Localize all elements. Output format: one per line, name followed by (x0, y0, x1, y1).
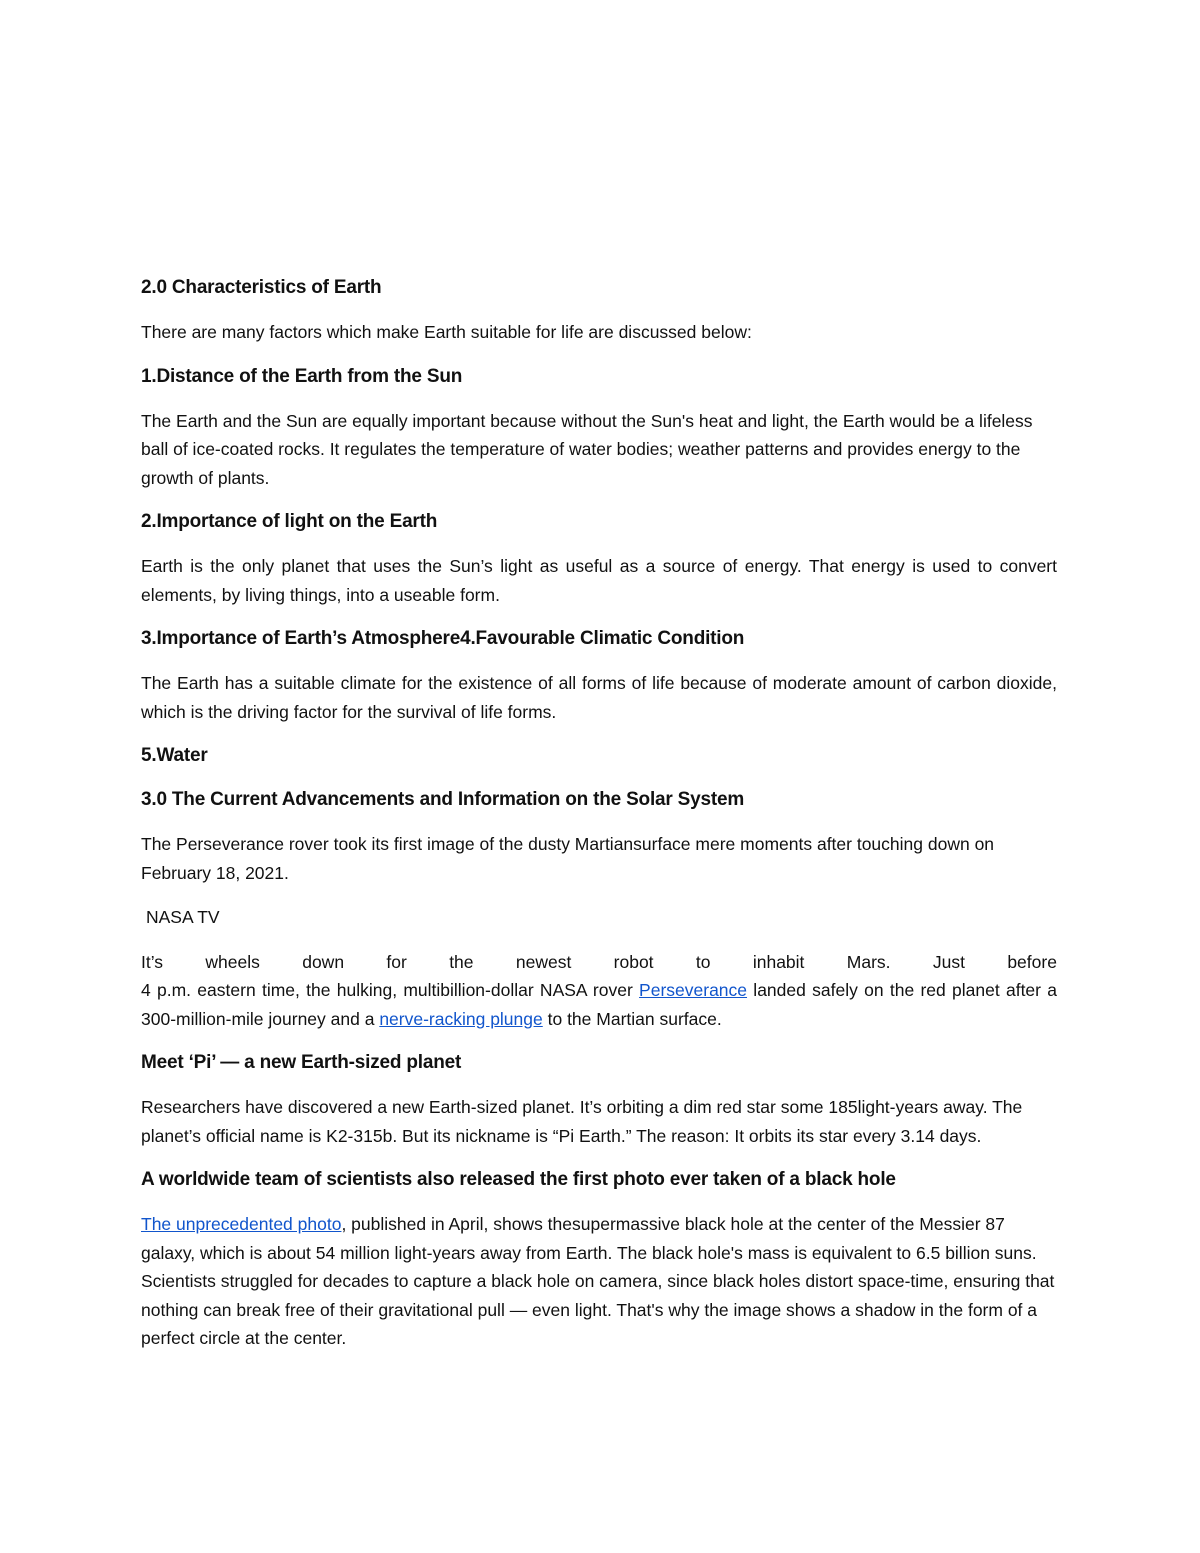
heading-water: 5.Water (141, 745, 208, 766)
black-hole-paragraph (141, 1210, 1057, 1353)
pi-earth-paragraph: Researchers have discovered a new Earth-sized planet. It’s orbiting a dim red star some 185light-years away. The planet’s official name is K2-315b. But its nickname is “Pi Earth.” The reason: It orbits its star every 3.14 days. (141, 1097, 1023, 1146)
heading-light: 2.Importance of light on the Earth (141, 511, 438, 532)
rover-word: inhabit (752, 951, 805, 972)
rover-word: to (695, 951, 711, 972)
light-paragraph: Earth is the only planet that uses the Sun’s light as useful as a source of energy. That energy is used to convert elements, by living things, into a useable form. (141, 556, 1057, 605)
rover-word: newest (515, 951, 572, 972)
rover-word: down (302, 951, 345, 972)
heading-distance: 1.Distance of the Earth from the Sun (141, 365, 463, 387)
heading-characteristics: 2.0 Characteristics of Earth (141, 277, 382, 298)
heading-atmosphere: 3.Importance of Earth’s Atmosphere4.Favourable Climatic Condition (141, 628, 745, 649)
rover-word: It’s (141, 951, 164, 972)
rover-text-b: landed safely on the red planet after a 300-million-mile journey and a (141, 980, 1057, 1029)
rover-word: the (449, 951, 474, 972)
rover-text-a: 4 p.m. eastern time, the hulking, multibillion-dollar NASA rover (141, 980, 640, 1000)
nasa-tv-caption: NASA TV (146, 907, 220, 927)
perseverance-link[interactable]: Perseverance (639, 980, 748, 1000)
rover-word: robot (613, 951, 654, 972)
rover-paragraph (141, 948, 1057, 1034)
document-content (141, 274, 1057, 1369)
intro-paragraph: There are many factors which make Earth suitable for life are discussed below: (141, 322, 752, 342)
rover-text-c: to the Martian surface. (542, 1008, 722, 1029)
climate-paragraph: The Earth has a suitable climate for the existence of all forms of life because of moderate amount of carbon dioxide, which is the driving factor for the survival of life forms. (141, 673, 1057, 722)
rover-word: for (386, 951, 407, 972)
rover-word: Just (932, 951, 965, 972)
heading-pi-earth: Meet ‘Pi’ — a new Earth-sized planet (141, 1052, 462, 1073)
heading-black-hole: A worldwide team of scientists also released the first photo ever taken of a black hole (141, 1169, 896, 1190)
perseverance-paragraph: The Perseverance rover took its first image of the dusty Martiansurface mere moments after touching down on February 18, 2021. (141, 834, 995, 883)
rover-word: Mars. (846, 951, 891, 972)
nerve-racking-plunge-link[interactable]: nerve-racking plunge (379, 1008, 543, 1029)
heading-advancements: 3.0 The Current Advancements and Information on the Solar System (141, 789, 745, 810)
rover-word: before (1007, 951, 1057, 972)
rover-first-line (141, 948, 1057, 977)
unprecedented-photo-link[interactable]: The unprecedented photo (141, 1214, 342, 1234)
black-hole-text: , published in April, shows thesupermassive black hole at the center of the Messier 87 galaxy, which is about 54 million light-years away from Earth. The black hole's mass is equivalent to 6.5 billion suns. Scientists struggled for decades to capture a black hole on camera, since black holes distort space-time, ensuring that nothing can break free of their gravitational pull — even light. That's why the image shows a shadow in the form of a perfect circle at the center. (141, 1214, 1055, 1348)
rover-word: wheels (205, 951, 260, 972)
distance-paragraph: The Earth and the Sun are equally important because without the Sun's heat and light, the Earth would be a lifeless ball of ice-coated rocks. It regulates the temperature of water bodies; weather patterns and provides energy to the growth of plants. (141, 410, 1033, 488)
